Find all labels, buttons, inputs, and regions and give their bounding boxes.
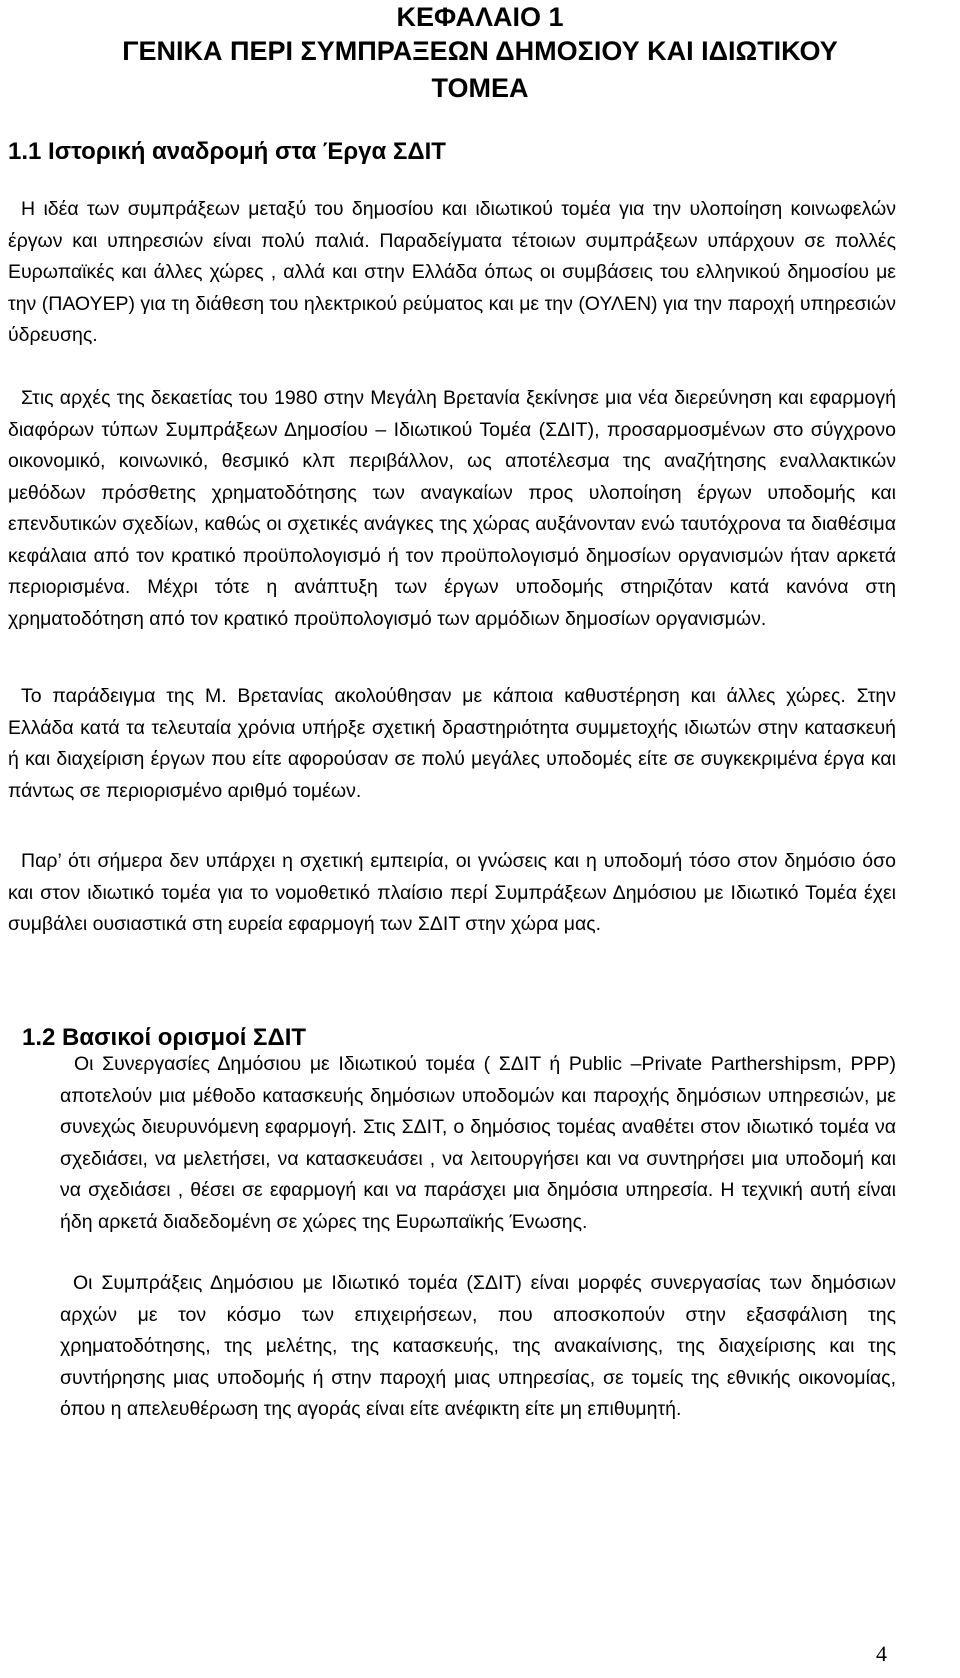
- chapter-title-line-1: ΓΕΝΙΚΑ ΠΕΡΙ ΣΥΜΠΡΑΞΕΩΝ ΔΗΜΟΣΙΟΥ ΚΑΙ ΙΔΙΩΤΙΚΟΥ: [122, 36, 838, 66]
- page-number: 4: [876, 1641, 887, 1666]
- paragraph: Οι Συμπράξεις Δημόσιου με Ιδιωτικό τομέα (ΣΔΙΤ) είναι μορφές συνεργασίας των δημόσιων αρχών με τον κόσμο των επιχειρήσεων, που αποσκοπούν στην εξασφάλιση της χρηματοδότησης, της μελέτης, της κατασκευής, της ανακαίνισης, της διαχείρισης και της συντήρησης μιας υποδομής ή στην παροχή μιας υπηρεσίας, σε τομείς της εθνικής οικονομίας, όπου η απελευθέρωση της αγοράς είναι είτε ανέφικτη είτε μη επιθυμητή.: [60, 1272, 896, 1420]
- section-heading-1-2: 1.2 Βασικοί ορισμοί ΣΔΙΤ: [22, 1024, 307, 1051]
- section-heading-1-1: 1.1 Ιστορική αναδρομή στα Έργα ΣΔΙΤ: [8, 138, 446, 165]
- chapter-title-line-2: ΤΟΜΕΑ: [431, 73, 529, 103]
- paragraph: Η ιδέα των συμπράξεων μεταξύ του δημοσίου και ιδιωτικού τομέα για την υλοποίηση κοινωφελών έργων και υπηρεσιών είναι πολύ παλιά. Παραδείγματα τέτοιων συμπράξεων υπάρχουν σε πολλές Ευρωπαϊκές και άλλες χώρες , αλλά και στην Ελλάδα όπως οι συμβάσεις του ελληνικού δημοσίου με την (ΠΑΟΥΕΡ) για τη διάθεση του ηλεκτρικού ρεύματος και με την (ΟΥΛΕΝ) για την παροχή υπηρεσιών ύδρευσης.: [8, 198, 896, 346]
- paragraph: Παρ’ ότι σήμερα δεν υπάρχει η σχετική εμπειρία, οι γνώσεις και η υποδομή τόσο στον δημόσιο όσο και στον ιδιωτικό τομέα για το νομοθετικό πλαίσιο περί Συμπράξεων Δημόσιου με Ιδιωτικό Τομέα έχει συμβάλει ουσιαστικά στη ευρεία εφαρμογή των ΣΔΙΤ στην χώρα μας.: [8, 850, 896, 935]
- chapter-number: ΚΕΦΑΛΑΙΟ 1: [396, 2, 564, 32]
- paragraph: Στις αρχές της δεκαετίας του 1980 στην Μεγάλη Βρετανία ξεκίνησε μια νέα διερεύνηση και εφαρμογή διαφόρων τύπων Συμπράξεων Δημοσίου – Ιδιωτικού Τομέα (ΣΔΙΤ), προσαρμοσμένων στο σύγχρονο οικονομικό, κοινωνικό, θεσμικό κλπ περιβάλλον, ως αποτέλεσμα της αναζήτησης εναλλακτικών μεθόδων πρόσθετης χρηματοδότησης των αναγκαίων προς υλοποίηση έργων υποδομής και επενδυτικών σχεδίων, καθώς οι σχετικές ανάγκες της χώρας αυξάνονταν ενώ ταυτόχρονα τα διαθέσιμα κεφάλαια από τον κρατικό προϋπολογισμό ή τον προϋπολογισμό δημοσίων οργανισμών ήταν αρκετά περιορισμένα. Μέχρι τότε η ανάπτυξη των έργων υποδομής στηριζόταν κατά κανόνα στη χρηματοδότηση από τον κρατικό προϋπολογισμό των αρμόδιων δημοσίων οργανισμών.: [8, 387, 896, 630]
- paragraph: Οι Συνεργασίες Δημόσιου με Ιδιωτικού τομέα ( ΣΔΙΤ ή Public –Private Parthershipsm, PPP) αποτελούν μια μέθοδο κατασκευής δημόσιων υποδομών και παροχής δημόσιων υπηρεσιών, με συνεχώς διευρυνόμενη εφαρμογή. Στις ΣΔΙΤ, ο δημόσιος τομέας αναθέτει στον ιδιωτικό τομέα να σχεδιάσει, να μελετήσει, να κατασκευάσει , να λειτουργήσει και να συντηρήσει μια υποδομή και να σχεδιάσει , θέσει σε εφαρμογή και να παράσχει μια δημόσια υπηρεσία. Η τεχνική αυτή είναι ήδη αρκετά διαδεδομένη σε χώρες της Ευρωπαϊκής Ένωσης.: [60, 1053, 896, 1233]
- paragraph: Το παράδειγμα της Μ. Βρετανίας ακολούθησαν με κάποια καθυστέρηση και άλλες χώρες. Στην Ελλάδα κατά τα τελευταία χρόνια υπήρξε σχετική δραστηριότητα συμμετοχής ιδιωτών στην κατασκευή ή και διαχείριση έργων που είτε αφορούσαν σε πολύ μεγάλες υποδομές είτε σε συγκεκριμένα έργα και πάντως σε περιορισμένο αριθμό τομέων.: [8, 685, 896, 802]
